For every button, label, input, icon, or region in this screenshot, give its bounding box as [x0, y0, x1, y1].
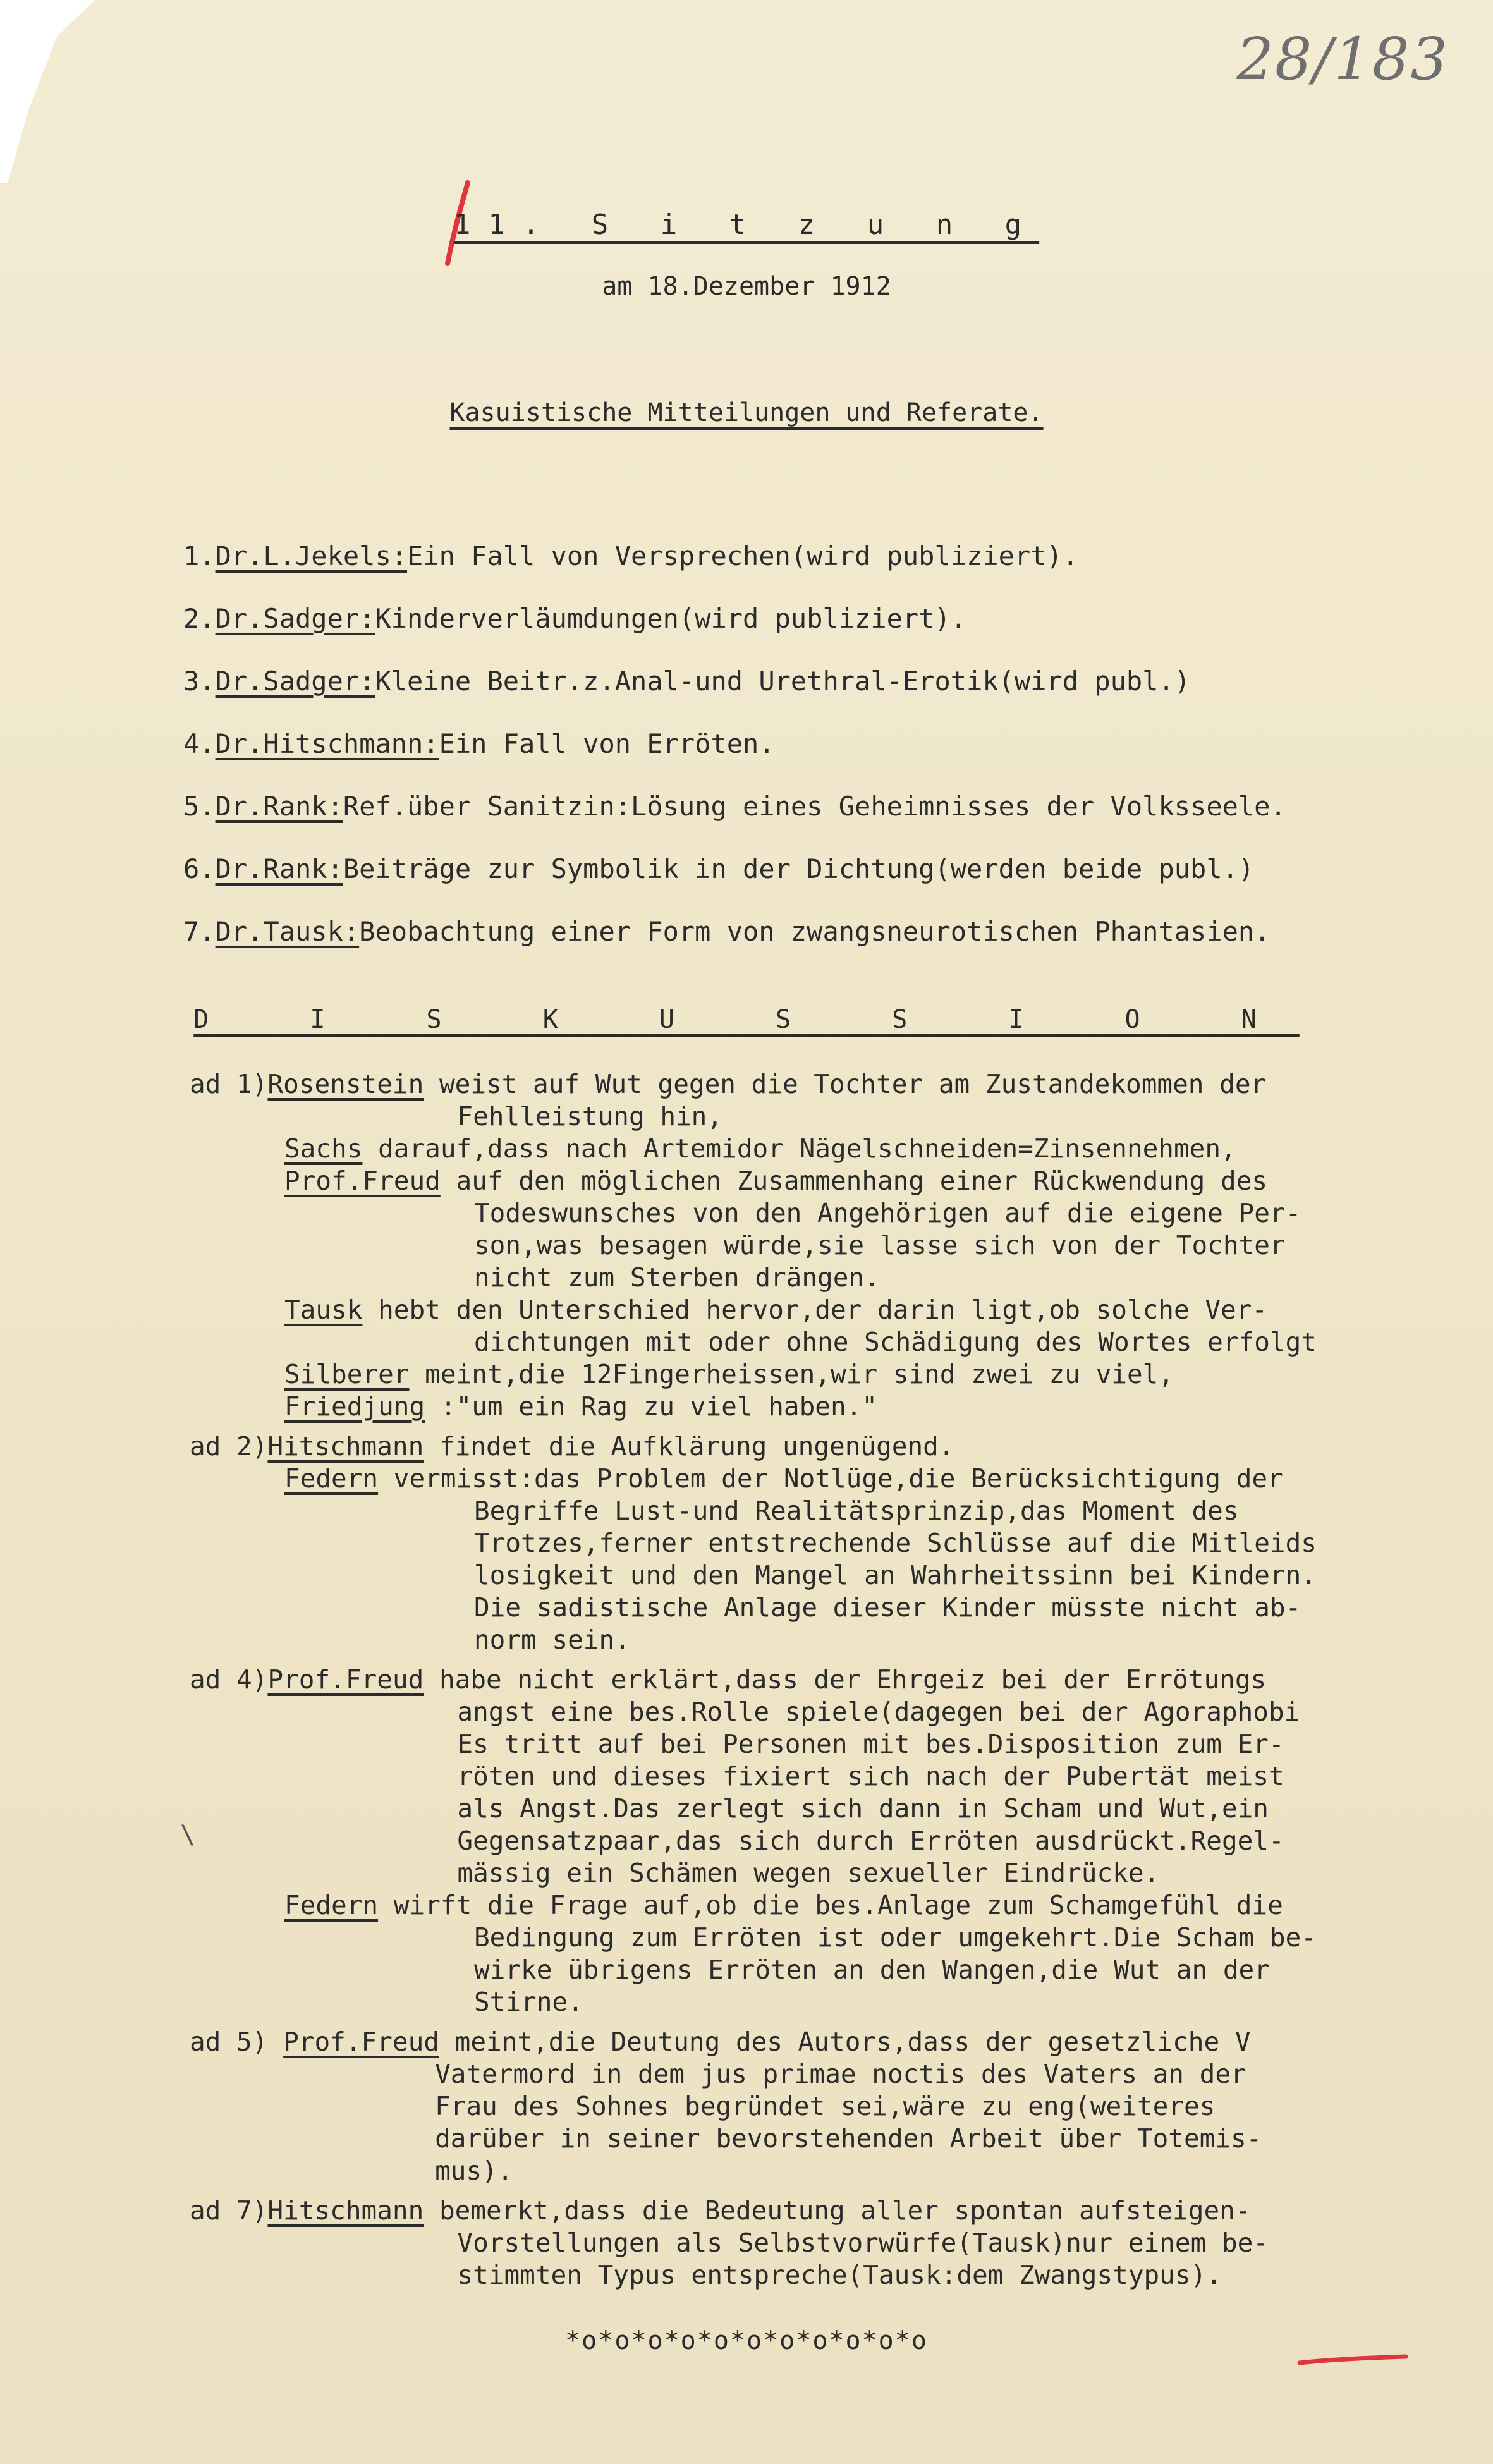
closing-ornament: *o*o*o*o*o*o*o*o*o*o*o	[565, 2326, 928, 2355]
speaker-name: Rosenstein	[267, 1069, 424, 1099]
section-subtitle: Kasuistische Mitteilungen und Referate.	[449, 398, 1044, 427]
discussion-entry-1: ad 1) Rosenstein weist auf Wut gegen die Tochter am Zustandekommen der Fehlleistung hin, Sachs darauf,dass nach Artemidor Nägelschneiden=Zinsennehmen, Prof.Freud auf den möglichen Zusammenhang einer Rückwendung des Todeswunsches von den Angehörigen auf die eigene Per- son,was besagen würde,sie lasse sich von der Tochter nicht zum Sterben drängen. Tausk hebt den Unterschied hervor,der darin ligt,ob solche Ver- dichtungen mit oder ohne Schädigung des Wortes erfolgt Silberer meint,die 12Fingerheissen,wir sind zwei zu viel, Friedjung :"um ein Rag zu viel haben."	[190, 1068, 1479, 1423]
discussion-body	[190, 1068, 1479, 2299]
agenda-text: Ein Fall von Versprechen(wird publiziert).	[407, 540, 1079, 571]
discussion-entry-4: ad 4) Prof.Freud habe nicht erklärt,dass der Ehrgeiz bei der Errötungs angst eine bes.Rolle spiele(dagegen bei der Agoraphobi Es tritt auf bei Personen mit bes.Disposition zum Er- röten und dieses fixiert sich nach der Pubertät meist als Angst.Das zerlegt sich dann in Scham und Wut,ein Gegensatzpaar,das sich durch Erröten ausdrückt.Regel- mässig ein Schämen wegen sexueller Eindrücke. Federn wirft die Frage auf,ob die bes.Anlage zum Schamgefühl die Bedingung zum Erröten ist oder umgekehrt.Die Scham be- wirke übrigens Erröten an den Wangen,die Wut an der Stirne.	[190, 1664, 1479, 2018]
agenda-text: Kinderverläumdungen(wird publiziert).	[375, 603, 967, 634]
agenda-text: Ein Fall von Erröten.	[439, 728, 775, 759]
agenda-item: 4.Dr.Hitschmann:Ein Fall von Erröten.	[183, 728, 775, 759]
agenda-speaker: Dr.Rank:	[215, 791, 343, 822]
discussion-sub-entries: Federn wirft die Frage auf,ob die bes.Anlage zum Schamgefühl die Bedingung zum Erröten ist oder umgekehrt.Die Scham be- wirke übrigens Erröten an den Wangen,die Wut an der Stirne.	[284, 1890, 1317, 2017]
discussion-entry-5: ad 5) Prof.Freud meint,die Deutung des Autors,dass der gesetzliche V Vatermord in dem jus primae noctis des Vaters an der Frau des Sohnes begründet sei,wäre zu eng(weiteres darüber in seiner bevorstehenden Arbeit über Totemis- mus).	[190, 2027, 1262, 2186]
agenda-item: 5.Dr.Rank:Ref.über Sanitzin:Lösung eines Geheimnisses der Volksseele.	[183, 791, 1286, 822]
session-date: am 18.Dezember 1912	[602, 272, 891, 301]
agenda-text: Beiträge zur Symbolik in der Dichtung(werden beide publ.)	[343, 853, 1255, 884]
speaker-name: Prof.Freud	[267, 1664, 424, 1695]
speaker-name: Federn	[284, 1890, 379, 1920]
discussion-entry-2: ad 2) Hitschmann findet die Aufklärung ungenügend. Federn vermisst:das Problem der Notlüge,die Berücksichtigung der Begriffe Lust-und Realitätsprinzip,das Moment des Trotzes,ferner entstrechende Schlüsse auf die Mitleids losigkeit und den Mangel an Wahrheitssinn bei Kindern. Die sadistische Anlage dieser Kinder müsste nicht ab- norm sein.	[190, 1430, 1479, 1656]
archive-number: 28/183	[1236, 25, 1449, 93]
entry-label: ad 5)	[190, 2027, 284, 2057]
entry-label: ad 4)	[190, 1664, 268, 1695]
torn-corner	[0, 0, 95, 183]
discussion-sub-entries: Federn vermisst:das Problem der Notlüge,die Berücksichtigung der Begriffe Lust-und Realitätsprinzip,das Moment des Trotzes,ferner entstrechende Schlüsse auf die Mitleids losigkeit und den Mangel an Wahrheitssinn bei Kindern. Die sadistische Anlage dieser Kinder müsste nicht ab- norm sein.	[284, 1463, 1317, 1655]
agenda-list	[183, 525, 1479, 963]
speaker-name: Tausk	[284, 1295, 363, 1325]
agenda-text: Beobachtung einer Form von zwangsneurotischen Phantasien.	[359, 916, 1271, 947]
agenda-item: 2.Dr.Sadger:Kinderverläumdungen(wird publiziert).	[183, 603, 967, 634]
speaker-name: Federn	[284, 1463, 379, 1494]
margin-mark: \	[180, 1821, 196, 1850]
entry-label: ad 2)	[190, 1431, 268, 1461]
agenda-speaker: Dr.Rank:	[215, 853, 343, 884]
speaker-name: Prof.Freud	[283, 2027, 439, 2057]
discussion-entry-7: ad 7) Hitschmann bemerkt,dass die Bedeutung aller spontan aufsteigen- Vorstellungen als Selbstvorwürfe(Tausk)nur einem be- stimmten Typus entspreche(Tausk:dem Zwangstypus).	[190, 2195, 1269, 2290]
discussion-heading: D I S K U S S I O N	[193, 1005, 1300, 1034]
discussion-sub-entries: Sachs darauf,dass nach Artemidor Nägelschneiden=Zinsennehmen, Prof.Freud auf den möglichen Zusammenhang einer Rückwendung des Todeswunsches von den Angehörigen auf die eigene Per- son,was besagen würde,sie lasse sich von der Tochter nicht zum Sterben drängen. Tausk hebt den Unterschied hervor,der darin ligt,ob solche Ver- dichtungen mit oder ohne Schädigung des Wortes erfolgt Silberer meint,die 12Fingerheissen,wir sind zwei zu viel, Friedjung :"um ein Rag zu viel haben."	[284, 1133, 1317, 1422]
speaker-name: Hitschmann	[267, 1431, 424, 1461]
entry-label: ad 7)	[190, 2195, 268, 2226]
agenda-text: Kleine Beitr.z.Anal-und Urethral-Erotik(wird publ.)	[375, 666, 1191, 697]
agenda-speaker: Dr.Sadger:	[215, 666, 375, 697]
speaker-name: Friedjung	[284, 1391, 425, 1422]
agenda-speaker: Dr.Sadger:	[215, 603, 375, 634]
speaker-name: Prof.Freud	[284, 1166, 441, 1196]
agenda-item: 1.Dr.L.Jekels:Ein Fall von Versprechen(wird publiziert).	[183, 540, 1079, 571]
session-title: 11. S i t z u n g	[453, 209, 1040, 241]
agenda-speaker: Dr.L.Jekels:	[215, 540, 408, 571]
agenda-item: 6.Dr.Rank:Beiträge zur Symbolik in der Dichtung(werden beide publ.)	[183, 853, 1255, 884]
speaker-name: Silberer	[284, 1359, 410, 1389]
speaker-name: Sachs	[284, 1133, 363, 1164]
agenda-text: Ref.über Sanitzin:Lösung eines Geheimnisses der Volksseele.	[343, 791, 1286, 822]
agenda-speaker: Dr.Hitschmann:	[215, 728, 439, 759]
agenda-item: 3.Dr.Sadger:Kleine Beitr.z.Anal-und Urethral-Erotik(wird publ.)	[183, 666, 1191, 697]
entry-label: ad 1)	[190, 1069, 268, 1099]
speaker-name: Hitschmann	[267, 2195, 424, 2226]
agenda-speaker: Dr.Tausk:	[215, 916, 360, 947]
agenda-item: 7.Dr.Tausk:Beobachtung einer Form von zwangsneurotischen Phantasien.	[183, 916, 1271, 947]
